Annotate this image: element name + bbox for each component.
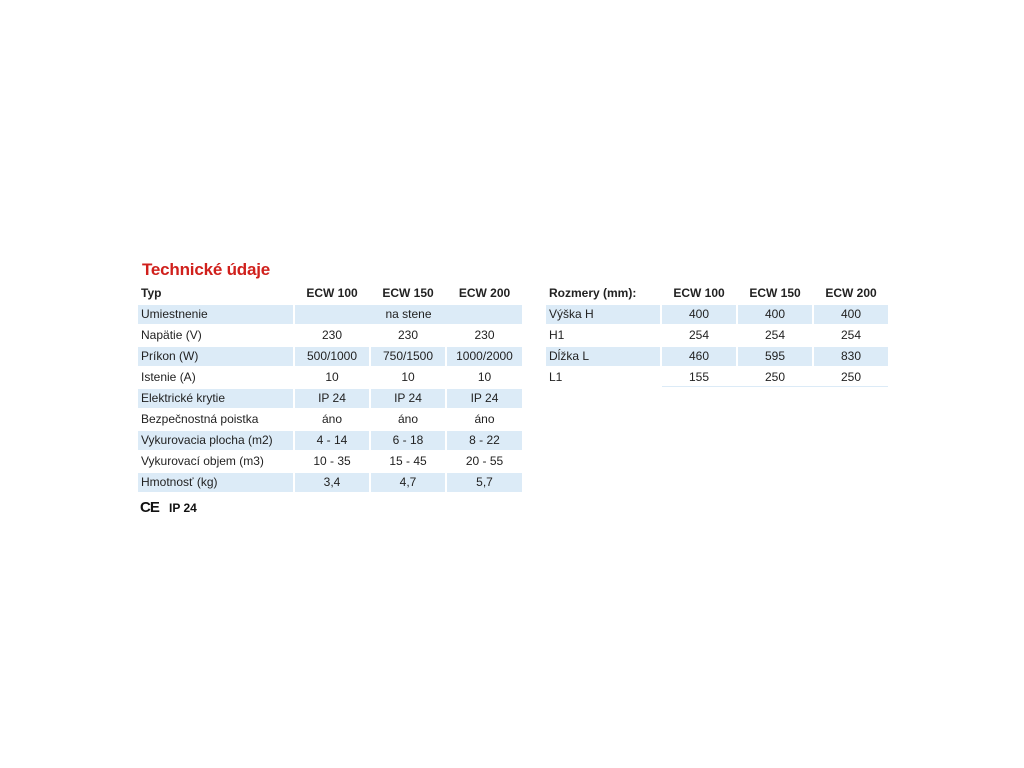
table-header-row <box>138 284 522 303</box>
row-label: Dĺžka L <box>546 347 660 366</box>
row-label: Vykurovací objem (m3) <box>141 454 264 468</box>
section-title: Technické údaje <box>142 260 271 279</box>
row-label: L1 <box>549 370 563 384</box>
table-row <box>138 473 522 492</box>
ip-rating-note: IP 24 <box>169 501 197 515</box>
header-label: Typ <box>141 286 162 300</box>
row-value: 155 <box>688 370 710 384</box>
row-value: 4 - 14 <box>295 431 369 450</box>
header-model: ECW 100 <box>673 286 725 300</box>
header-model: ECW 150 <box>382 286 434 300</box>
row-value: 254 <box>688 328 710 342</box>
row-value: áno <box>397 412 419 426</box>
row-value: 5,7 <box>447 473 522 492</box>
row-value: 10 <box>325 370 339 384</box>
row-value: 254 <box>840 328 862 342</box>
row-value: 10 <box>477 370 492 384</box>
ce-mark-icon: CE <box>140 499 159 516</box>
header-label: Rozmery (mm): <box>549 286 637 300</box>
row-value: 230 <box>321 328 343 342</box>
row-label: Príkon (W) <box>138 347 293 366</box>
row-value: 254 <box>764 328 786 342</box>
header-model: ECW 150 <box>749 286 801 300</box>
header-model: ECW 200 <box>458 286 511 300</box>
row-value: 250 <box>764 370 786 384</box>
row-value: 4,7 <box>371 473 445 492</box>
dimensions-table <box>546 284 888 389</box>
table-row <box>138 431 522 450</box>
row-value: 500/1000 <box>295 347 369 366</box>
table-row <box>138 368 522 387</box>
table-row <box>138 347 522 366</box>
row-value: 20 - 55 <box>465 454 504 468</box>
row-value: 400 <box>662 305 736 324</box>
row-value: 10 <box>401 370 415 384</box>
row-value: IP 24 <box>371 389 445 408</box>
row-value: 6 - 18 <box>371 431 445 450</box>
table-bottom-rule <box>662 386 888 387</box>
table-row <box>138 452 522 471</box>
row-value: 8 - 22 <box>447 431 522 450</box>
row-value: 750/1500 <box>371 347 445 366</box>
row-label: Elektrické krytie <box>138 389 293 408</box>
table-row <box>138 326 522 345</box>
row-label: Umiestnenie <box>138 305 293 324</box>
row-label: Výška H <box>546 305 660 324</box>
row-value: 595 <box>738 347 812 366</box>
table-row <box>546 305 888 324</box>
row-value: 230 <box>397 328 419 342</box>
row-value: 15 - 45 <box>389 454 427 468</box>
header-model: ECW 100 <box>306 286 358 300</box>
row-value: áno <box>321 412 343 426</box>
row-value: 3,4 <box>295 473 369 492</box>
row-value: 460 <box>662 347 736 366</box>
table-row <box>546 326 888 345</box>
header-model: ECW 200 <box>825 286 877 300</box>
technical-data-table <box>138 284 522 494</box>
row-label: Hmotnosť (kg) <box>138 473 293 492</box>
merged-value: na stene <box>295 305 522 324</box>
table-row <box>546 347 888 366</box>
table-header-row <box>546 284 888 303</box>
row-value: 400 <box>738 305 812 324</box>
row-value: 400 <box>814 305 888 324</box>
row-value: IP 24 <box>295 389 369 408</box>
row-value: 10 - 35 <box>313 454 351 468</box>
row-value: áno <box>474 412 495 426</box>
row-value: 830 <box>814 347 888 366</box>
row-label: Istenie (A) <box>141 370 196 384</box>
row-value: IP 24 <box>447 389 522 408</box>
row-value: 1000/2000 <box>447 347 522 366</box>
row-label: Napätie (V) <box>141 328 202 342</box>
table-row <box>138 389 522 408</box>
row-label: H1 <box>549 328 565 342</box>
row-label: Vykurovacia plocha (m2) <box>138 431 293 450</box>
table-row <box>138 305 522 324</box>
row-value: 230 <box>474 328 495 342</box>
row-label: Bezpečnostná poistka <box>141 412 259 426</box>
row-value: 250 <box>840 370 862 384</box>
table-row <box>138 410 522 429</box>
table-row <box>546 368 888 387</box>
